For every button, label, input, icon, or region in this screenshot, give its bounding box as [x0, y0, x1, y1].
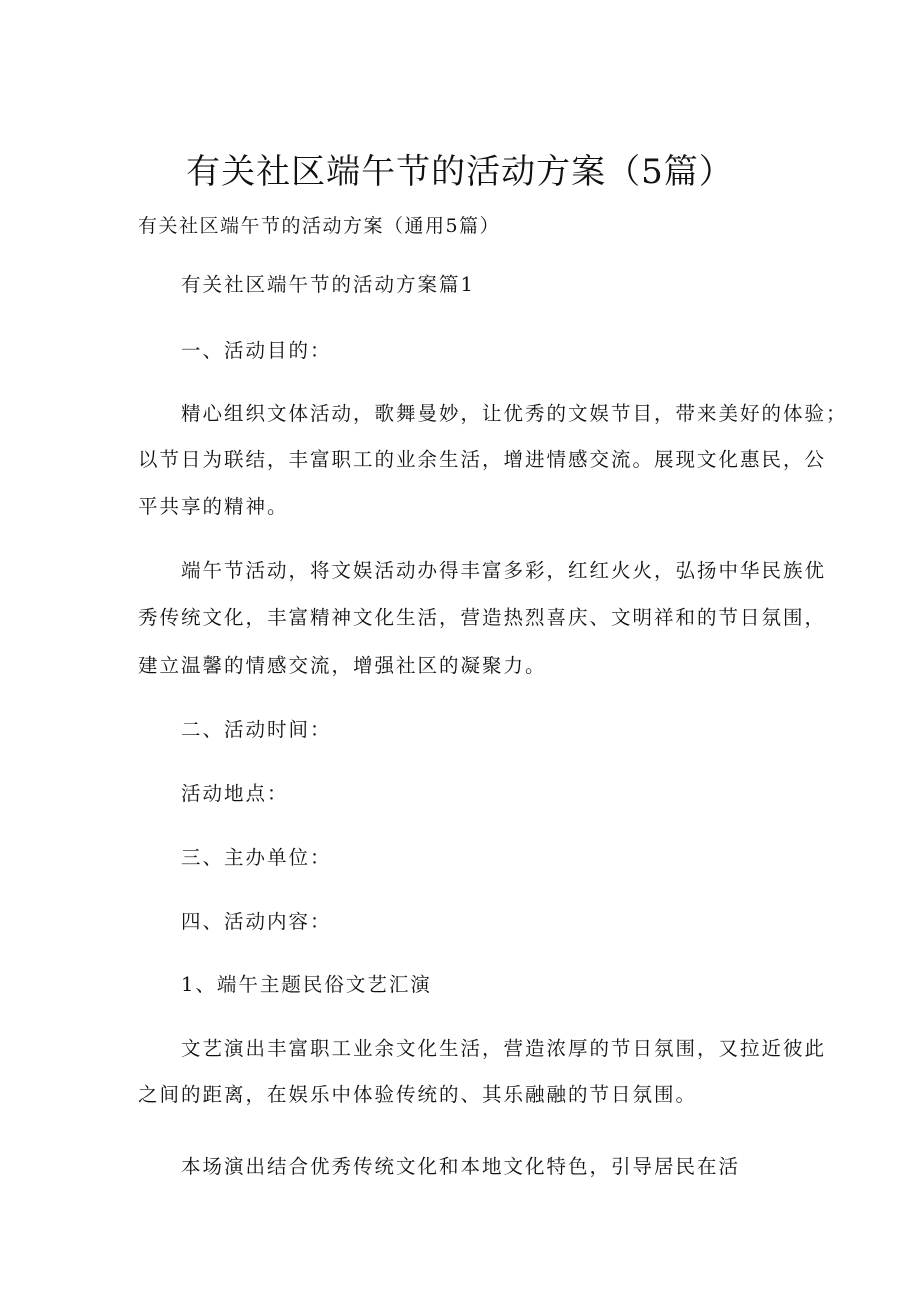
paragraph-3-line-2: 之间的距离，在娱乐中体验传统的、其乐融融的节日氛围。	[138, 1083, 698, 1106]
paragraph-2-line-1: 端午节活动，将文娱活动办得丰富多彩，红红火火，弘扬中华民族优	[181, 559, 827, 582]
paragraph-4-line-1: 本场演出结合优秀传统文化和本地文化特色，引导居民在活	[181, 1155, 741, 1178]
paragraph-3-line-1: 文艺演出丰富职工业余文化生活，营造浓厚的节日氛围，又拉近彼此	[181, 1037, 827, 1060]
content-item-1: 1、端午主题民俗文艺汇演	[181, 973, 432, 996]
paragraph-2-line-2: 秀传统文化，丰富精神文化生活，营造热烈喜庆、文明祥和的节日氛围，	[138, 606, 827, 629]
document-subtitle: 有关社区端午节的活动方案（通用5篇）	[138, 215, 501, 237]
paragraph-1-line-2: 以节日为联结，丰富职工的业余生活，增进情感交流。展现文化惠民，公	[138, 448, 827, 471]
heading-activity-time: 二、活动时间：	[181, 718, 332, 741]
activity-location-label: 活动地点：	[181, 782, 289, 805]
paragraph-1-line-1: 精心组织文体活动，歌舞曼妙，让优秀的文娱节目，带来美好的体验；	[181, 402, 848, 425]
heading-activity-content: 四、活动内容：	[181, 910, 332, 933]
paragraph-2-line-3: 建立温馨的情感交流，增强社区的凝聚力。	[138, 654, 547, 677]
heading-activity-purpose: 一、活动目的：	[181, 339, 332, 362]
paragraph-1-line-3: 平共享的精神。	[138, 495, 289, 518]
document-title: 有关社区端午节的活动方案（5篇）	[186, 152, 734, 192]
section-heading: 有关社区端午节的活动方案篇1	[181, 273, 475, 296]
heading-organizer: 三、主办单位：	[181, 846, 332, 869]
